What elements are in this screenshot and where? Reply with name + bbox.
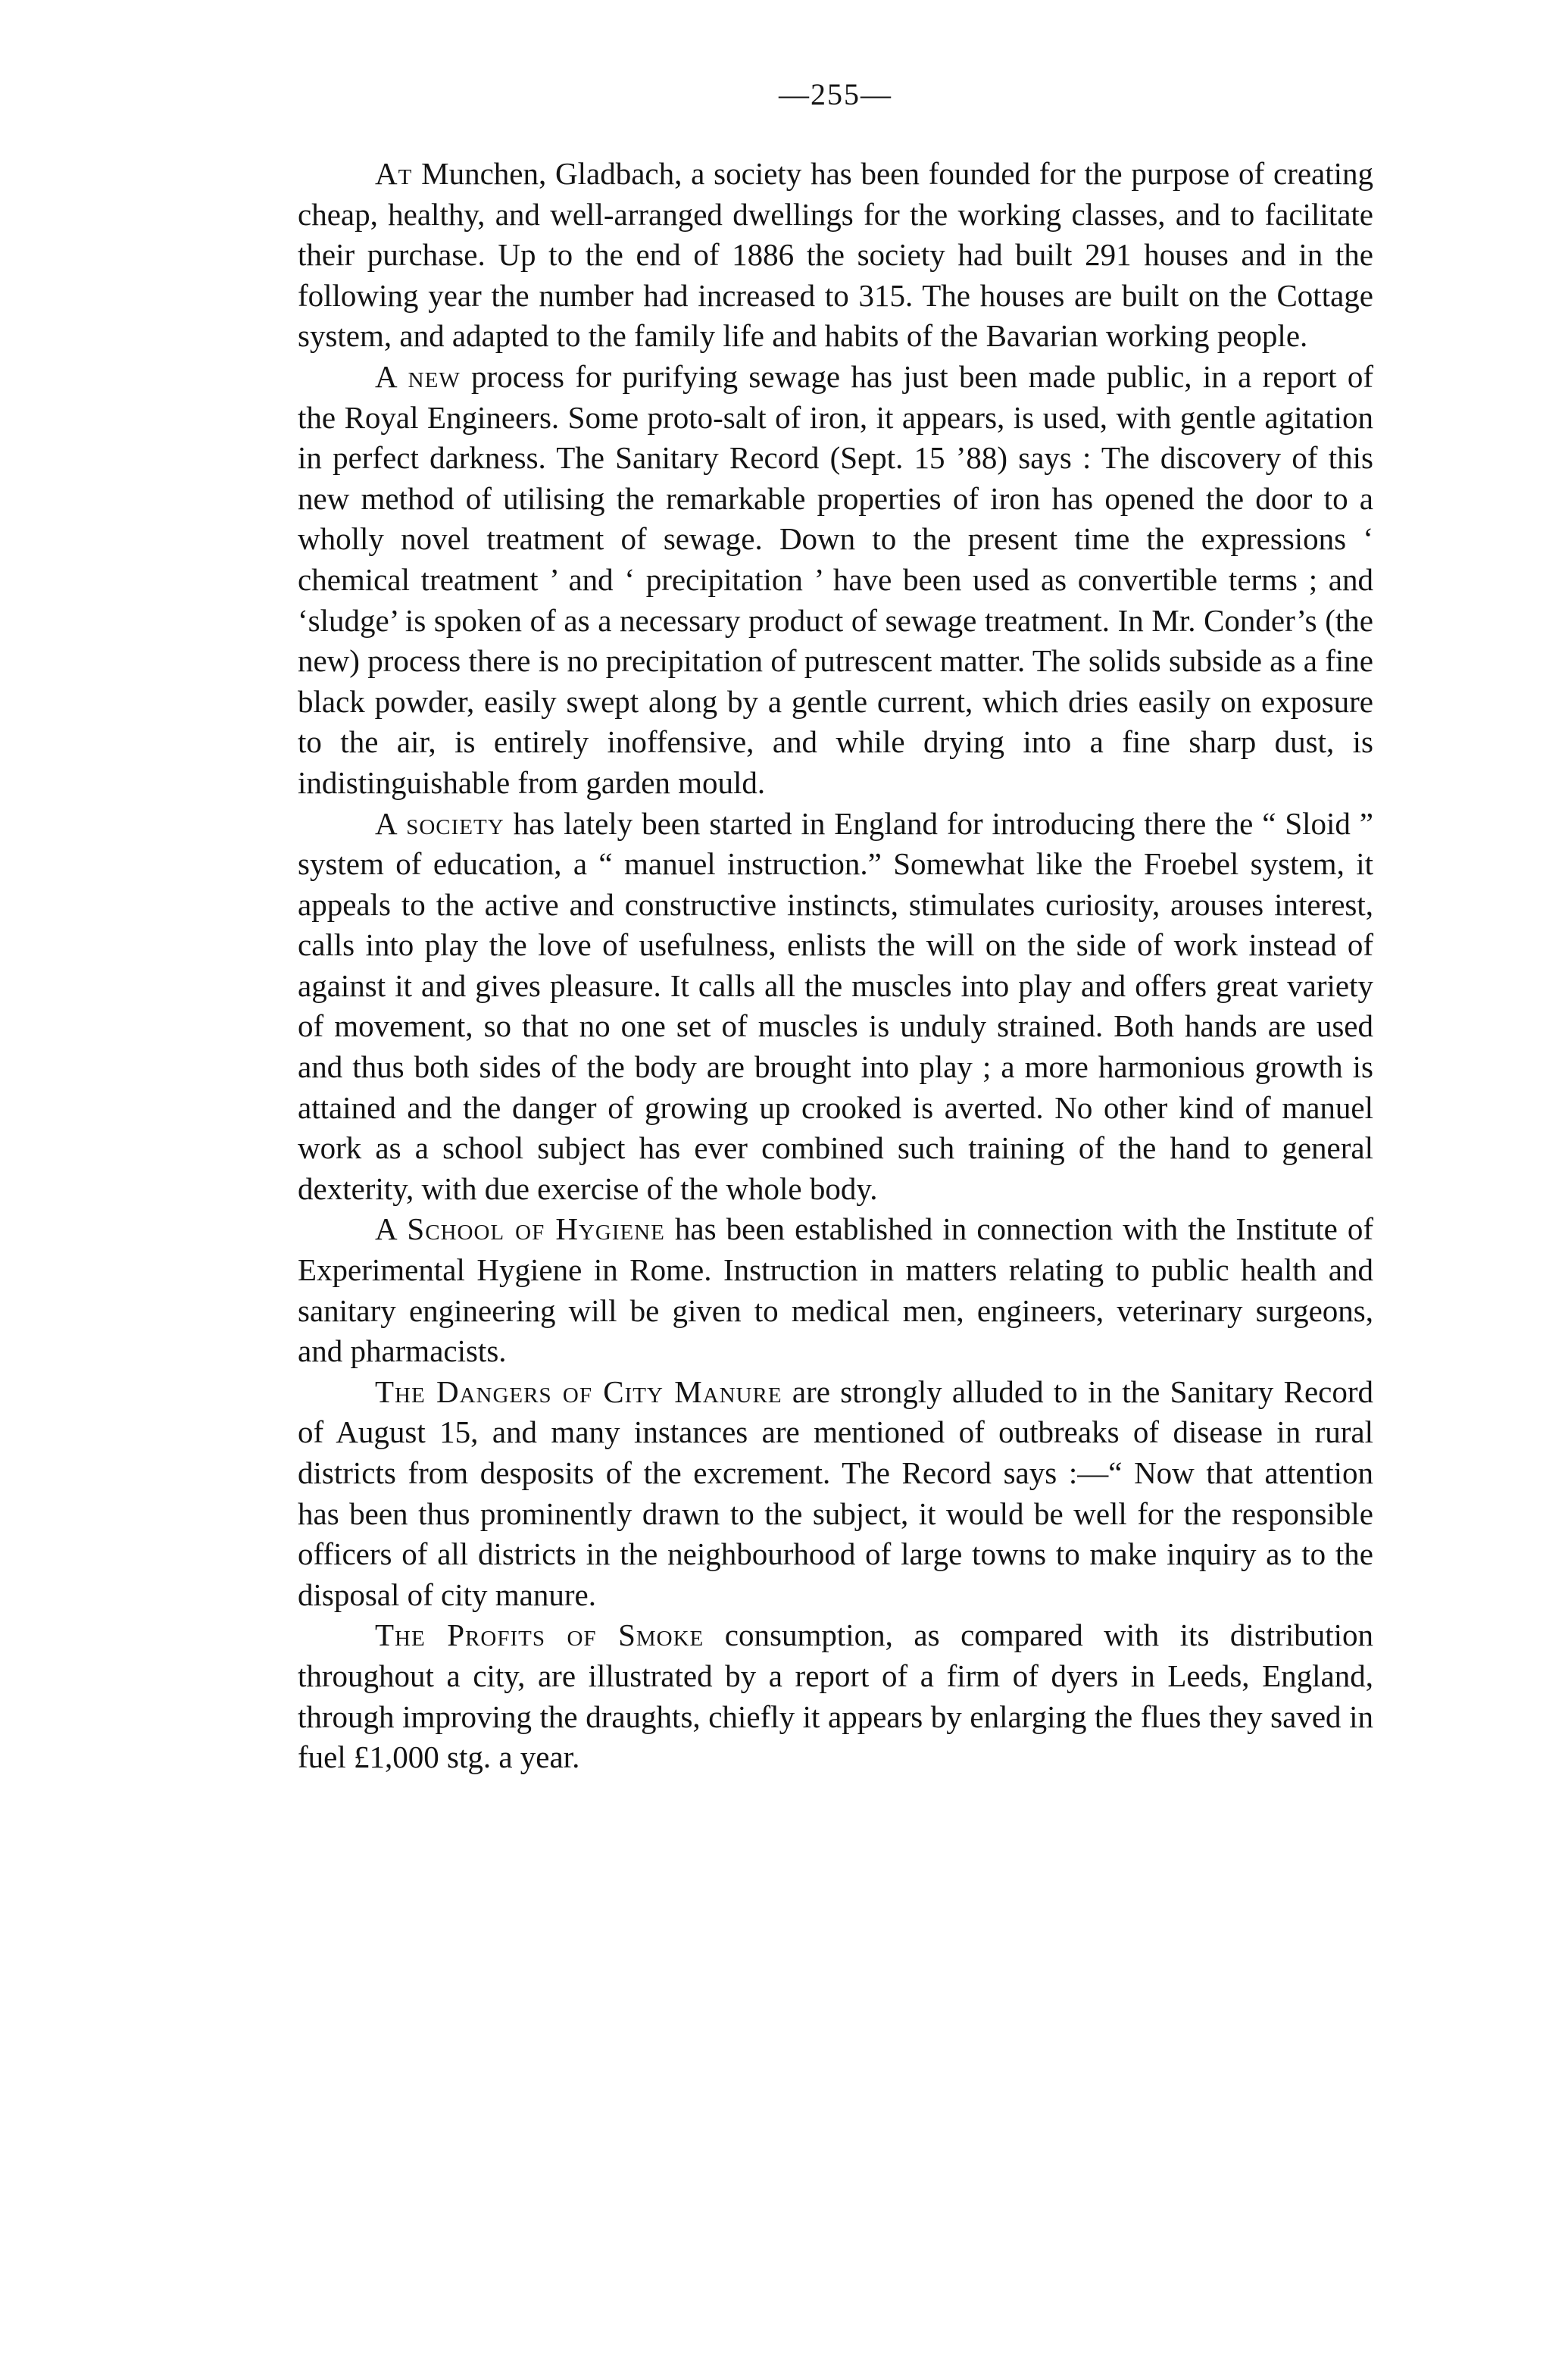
- paragraph-lead: The Profits of Smoke: [375, 1617, 704, 1653]
- page-number: —255—: [779, 77, 892, 111]
- paragraph-lead: The Dangers of City Manure: [375, 1374, 782, 1409]
- paragraph-text: Munchen, Gladbach, a society has been founded for the purpose of creating cheap, healthy, and well-arranged dwellings for the working classes, and to facilitate their purchase. Up to the end of 1886 the society had built 291 houses and in the following year the number had increased to 315. The houses are built on the Cottage system, and adapted to the family life and habits of the Bavarian working people.: [298, 156, 1373, 354]
- page-body: [298, 72, 1373, 1778]
- paragraph-school-of-hygiene: [298, 1209, 1373, 1371]
- paragraph-sewage-process: [298, 357, 1373, 804]
- paragraph-lead: At: [375, 156, 413, 191]
- paragraph-text: has been established in connection with the Institute of Experimental Hygiene in Rome. Instruction in matters relating to public health and sanitary engineering will be given to medical men, engineers, veterinary surgeons, and pharmacists.: [298, 1211, 1374, 1369]
- paragraph-text: are strongly alluded to in the Sanitary Record of August 15, and many instances are mentioned of outbreaks of disease in rural districts from desposits of the excrement. The Record says :—“ Now that attention has been thus prominently drawn to the subject, it would be well for the responsible officers of all districts in the neighbourhood of large towns to make inquiry as to the disposal of city manure.: [298, 1374, 1373, 1612]
- paragraph-sloid-society: [298, 804, 1373, 1210]
- paragraph-lead: A new: [375, 358, 461, 394]
- paragraph-city-manure: [298, 1372, 1373, 1616]
- paragraph-text: process for purifying sewage has just been made public, in a report of the Royal Engineers. Some proto-salt of iron, it appears, is used, with gentle agitation in perfect darkness. The Sanitary Record (Sept. 15 ’88) says : The discovery of this new method of utilising the remarkable properties of iron has opened the door to a wholly novel treatment of sewage. Down to the present time the expressions ‘ chemical treatment ’ and ‘ precipitation ’ have been used as convertible terms ; and ‘sludge’ is spoken of as a necessary product of sewage treatment. In Mr. Conder’s (the new) process there is no precipitation of putrescent matter. The solids subside as a fine black powder, easily swept along by a gentle current, which dries easily on exposure to the air, is entirely inoffensive, and while drying into a fine sharp dust, is indistinguishable from garden mould.: [298, 358, 1373, 800]
- paragraph-text: has lately been started in England for introducing there the “ Sloid ” system of education, a “ manuel instruction.” Somewhat like the Froebel system, it appeals to the active and constructive instincts, stimulates curiosity, arouses interest, calls into play the love of usefulness, enlists the will on the side of work instead of against it and gives pleasure. It calls all the muscles into play and offers great variety of movement, so that no one set of muscles is unduly strained. Both hands are used and thus both sides of the body are brought into play ; a more harmonious growth is attained and the danger of growing up crooked is averted. No other kind of manuel work as a school subject has ever combined such training of the hand to general dexterity, with due exercise of the whole body.: [298, 805, 1373, 1206]
- paragraph-lead: A School of Hygiene: [375, 1211, 665, 1247]
- paragraph-munchen-dwellings: [298, 154, 1373, 357]
- paragraph-text: consumption, as compared with its distribution throughout a city, are illustrated by a report of a firm of dyers in Leeds, England, through improving the draughts, chiefly it appears by enlarging the flues they saved in fuel £1,000 stg. a year.: [298, 1617, 1373, 1775]
- paragraph-smoke-profits: [298, 1615, 1373, 1777]
- paragraph-lead: A society: [375, 805, 504, 841]
